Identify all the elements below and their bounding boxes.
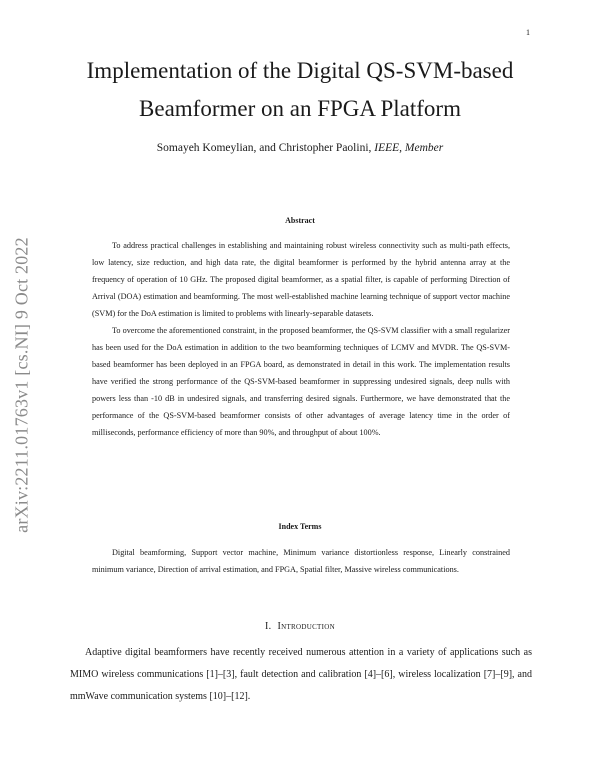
index-terms-text: Digital beamforming, Support vector machine, Minimum variance distortionless response, Linearly constrained minimum variance, Direction of arrival estimation, and FPGA, Spatial filter, Massive wireless communications. — [92, 548, 510, 574]
author-affiliation: IEEE, Member — [374, 142, 444, 154]
abstract-paragraph-1: To address practical challenges in establishing and maintaining robust wireless connectivity such as multi-path effects, low latency, size reduction, and high data rate, the digital beamformer is performed by the hybrid antenna array at the frequency of operation of 10 GHz. The proposed digital beamformer, as a spatial filter, is capable of performing Direction of Arrival (DOA) estimation and beamforming. The most well-established machine learning technique of support vector machine (SVM) for the DoA estimation is limited to problems with linearly-separable datasets. — [92, 241, 510, 318]
paper-title — [60, 52, 540, 128]
title-line-2: Beamformer on an FPGA Platform — [139, 96, 461, 121]
section-title: Introduction — [277, 621, 335, 632]
page-number: 1 — [526, 28, 530, 37]
introduction-heading — [60, 621, 540, 632]
introduction-paragraph: Adaptive digital beamformers have recently received numerous attention in a variety of applications such as MIMO wireless communications [1]–[3], fault detection and calibration [4]–[6], wireless localization [7]–[9], and mmWave communication systems [10]–[12]. — [70, 647, 532, 702]
section-number: I. — [265, 621, 272, 632]
author-names: Somayeh Komeylian, and Christopher Paolini, — [156, 142, 372, 154]
title-line-1: Implementation of the Digital QS-SVM-based — [86, 58, 514, 83]
index-terms-heading: Index Terms — [278, 522, 322, 531]
arxiv-identifier: arXiv:2211.01763v1 [cs.NI] 9 Oct 2022 — [11, 237, 32, 533]
abstract-heading: Abstract — [285, 216, 315, 225]
author-line — [60, 142, 540, 154]
abstract-paragraph-2: To overcome the aforementioned constraint, in the proposed beamformer, the QS-SVM classifier with a small regularizer has been used for the DoA estimation in addition to the two beamforming techniques of LCMV and MVDR. The QS-SVM-based beamformer has been deployed in an FPGA board, as demonstrated in detail in this work. The implementation results have verified the strong performance of the QS-SVM-based beamformer in suppressing undesired signals, deep nulls with powers less than -10 dB in undesired signals, and transferring desired signals. Furthermore, we have demonstrated that the performance of the QS-SVM-based beamformer consists of other advantages of average latency time in the order of milliseconds, performance efficiency of more than 90%, and throughput of about 100%. — [92, 326, 510, 437]
